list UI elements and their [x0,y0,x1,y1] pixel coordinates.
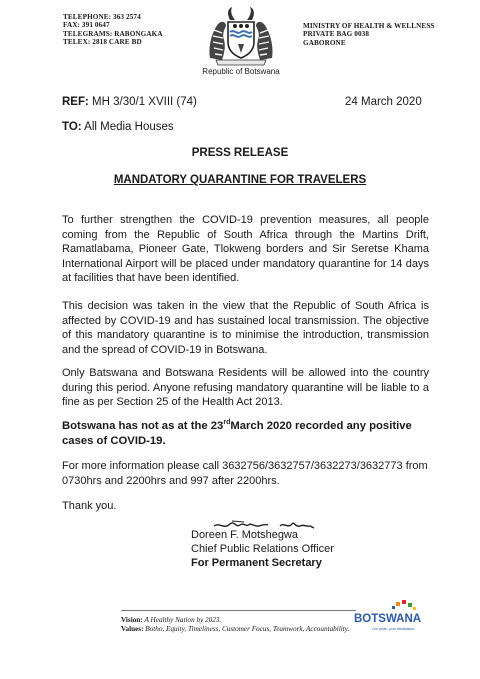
ministry-name: MINISTRY OF HEALTH & WELLNESS [303,22,435,30]
paragraph-5: For more information please call 3632756/3632757/3632273/3632773 from 0730hrs and 2200hrs and 997 after 2200hrs. [62,460,428,487]
subject-heading: MANDATORY QUARANTINE FOR TRAVELERS [113,174,367,186]
botswana-coat-of-arms-icon [202,6,280,66]
ref-value: MH 3/30/1 XVIII (74) [92,96,197,108]
values-text: Botho, Equity, Timeliness, Customer Focus, Teamwork, Accountability. [145,624,350,633]
fax-line: FAX: 391 0647 [63,21,110,30]
paragraph-4-bold [62,419,429,448]
brand-wordmark: BOTSWANA [354,613,422,625]
brand-tagline: Our pride, your destination [372,627,415,631]
signer-name: Doreen F. Motshegwa [191,529,298,541]
telex-line: TELEX: 2818 CARE BD [63,38,142,47]
p4-superscript: rd [223,419,231,427]
closing-text: Thank you. [62,500,117,512]
footer-block [121,616,353,633]
vision-text: A Healthy Nation by 2023. [144,616,222,624]
vision-label: Vision: [121,616,143,624]
p4-before: Botswana has not as at the 23 [62,420,224,432]
values-label: Values: [121,624,144,633]
reference-line [62,96,197,108]
to-label: TO: [62,121,82,133]
letter-date: 24 March 2020 [345,96,422,108]
vision-line [121,616,353,625]
contact-block [63,13,163,47]
signer-title: Chief Public Relations Officer [191,543,334,555]
paragraph-2: This decision was taken in the view that the Republic of South Africa is affected by COVID-19 and has sustained local transmission. The objective of this mandatory quarantine is to minimise the introduction, transmission and the spread of COVID-19 in Botswana. [62,300,429,356]
paragraph-3: Only Batswana and Botswana Residents will be allowed into the country during this period. Anyone refusing mandatory quarantine will be liable to a fine as per Section 25 of the Health Act 2013. [62,367,429,409]
footer-divider [121,610,356,611]
p4-after: March 2020 recorded any positive cases of COVID-19. [62,420,412,447]
botswana-brand-logo [352,600,424,634]
values-line [121,625,353,634]
telegrams-line: TELEGRAMS: RABONGAKA [63,29,163,38]
ministry-city: GABORONE [303,38,346,47]
recipient-line [62,121,174,133]
telephone-line: TELEPHONE: 363 2574 [63,13,141,21]
press-release-heading: PRESS RELEASE [191,147,289,159]
paragraph-1: To further strengthen the COVID-19 prevention measures, all people coming from the Republic of South Africa through the Martins Drift, Ramatlabama, Pioneer Gate, Tlokweng borders and Sir Seretse Khama International Airport will be placed under mandatory quarantine for 14 days at facilities that have been identified. [62,214,429,285]
ministry-block [303,22,435,47]
ministry-bag: PRIVATE BAG 0038 [303,30,370,39]
to-value: All Media Houses [84,121,174,133]
signer-for: For Permanent Secretary [191,557,322,569]
signer-block [191,528,334,570]
republic-label: Republic of Botswana [202,67,280,76]
ref-label: REF: [62,96,89,108]
